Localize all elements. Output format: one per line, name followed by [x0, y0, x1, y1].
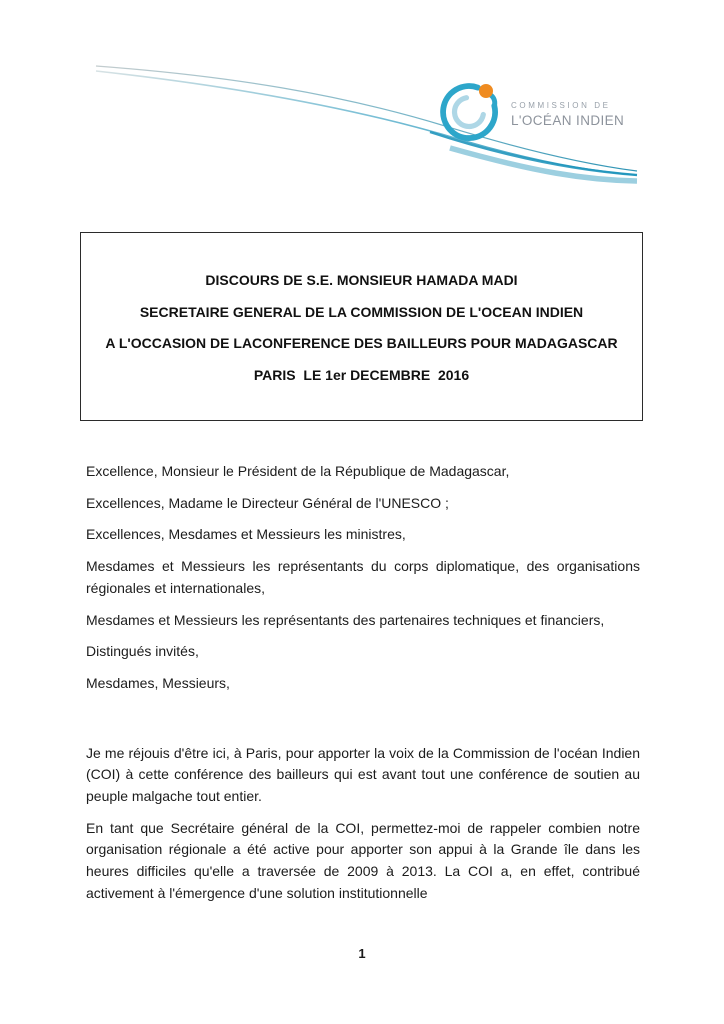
title-line: A L'OCCASION DE LACONFERENCE DES BAILLEURS POUR MADAGASCAR	[105, 335, 618, 352]
title-line: PARIS LE 1er DECEMBRE 2016	[253, 367, 470, 384]
blank-line-spacer	[86, 705, 640, 743]
page-number: 1	[358, 946, 366, 961]
logo-orange-dot	[479, 84, 493, 98]
title-line: DISCOURS DE S.E. MONSIEUR HAMADA MADI	[205, 272, 518, 288]
salutation-line: Distingués invités,	[86, 643, 199, 660]
salutation-line: Excellences, Madame le Directeur Général de l'UNESCO ;	[86, 494, 449, 511]
coi-logo-icon	[433, 76, 505, 148]
coi-logo-wordmark	[511, 101, 624, 128]
logo-text-line2: L'OCÉAN INDIEN	[511, 113, 625, 128]
title-box	[80, 232, 643, 421]
title-line: SECRETAIRE GENERAL DE LA COMMISSION DE L'OCEAN INDIEN	[139, 303, 584, 320]
salutation-line: Mesdames et Messieurs les représentants des partenaires techniques et financiers,	[86, 611, 605, 628]
salutation-line: Mesdames et Messieurs les représentants du corps diplomatique, des organisations régionales et internationales,	[86, 558, 640, 596]
salutation-line: Excellences, Mesdames et Messieurs les ministres,	[86, 526, 406, 543]
document-body	[86, 461, 640, 915]
salutation-line: Mesdames, Messieurs,	[86, 674, 230, 691]
logo-text-line1: COMMISSION DE	[511, 101, 611, 110]
body-paragraph: Je me réjouis d'être ici, à Paris, pour apporter la voix de la Commission de l'océan Indien (COI) à cette conférence des bailleurs qui est avant tout une conférence de soutien au peuple malgache tout entier.	[86, 744, 640, 805]
body-paragraph: En tant que Secrétaire général de la COI, permettez-moi de rappeler combien notre organisation régionale a été active pour apporter son appui à la Grande île dans les heures difficiles qu'elle a traversée de 2009 à 2013. La COI a, en effet, contribué activement à l'émergence d'une solution institutionnelle	[86, 819, 640, 901]
salutation-line: Excellence, Monsieur le Président de la République de Madagascar,	[86, 463, 510, 479]
